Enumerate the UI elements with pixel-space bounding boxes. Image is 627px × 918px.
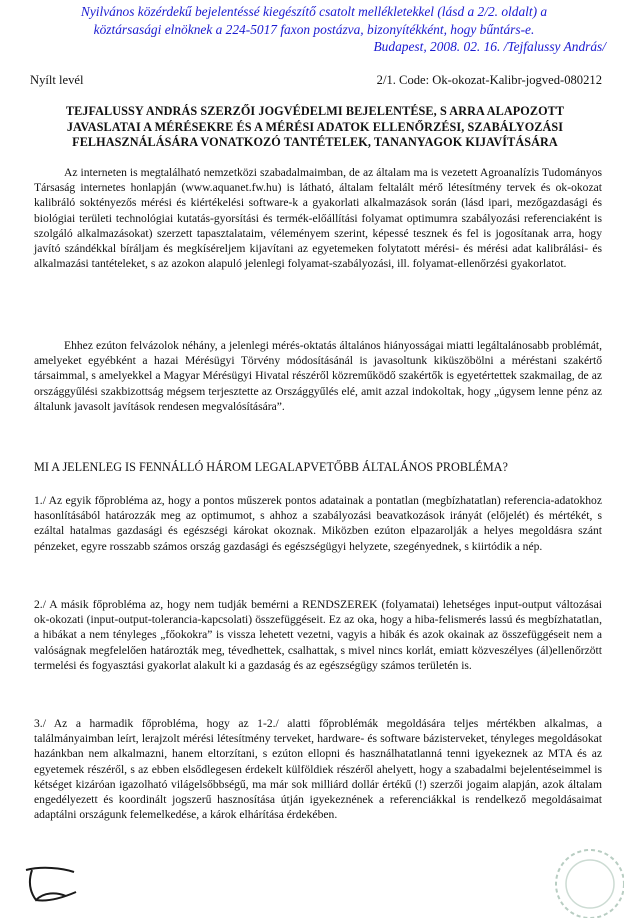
section-heading: MI A JELENLEG IS FENNÁLLÓ HÁROM LEGALAPVETŐBB ÁLTALÁNOS PROBLÉMA?: [34, 460, 508, 474]
letter-meta-row: [30, 73, 602, 91]
handwritten-signature: [22, 862, 82, 908]
paragraph-context-text: Ehhez ezúton felvázolok néhány, a jelenlegi mérés-oktatás általános hiányosságai miatti legáltalánosabb problémát, amelyeket egyébként a hazai Mérésügyi Törvény módosításánál is javasoltunk kiküszöbölni a méréstani szakértő társaimmal, s amelyekkel a Magyar Mérésügyi Hivatal részéről közreműködő szakértők is egyetértettek szakmailag, de az országgyűlési szakbizottság mégsem terjesztette az Országgyűlés elé, amit azzal indokoltak, hogy „úgysem lenne pénz az általunk javasolt javítások rendesen megvalósítására”.: [34, 339, 602, 413]
problem-2-paragraph: 2./ A másik főprobléma az, hogy nem tudják bemérni a RENDSZEREK (folyamatai) lehetséges input-output változásai ok-okozati (input-output-tolerancia-kapcsolati) összefüggéseit. Ez az oka, hogy a hiba-felismerés lassú és megbízhatatlan, a hibákat a nem tényleges „főokokra” is vissza lehetett vezetni, vagyis a hibák és azok okainak az összefüggéseit nem a valóságnak megfelelően határozták meg, tévedhettek, csalhattak, s mivel nincs korlát, emiatt közveszélyes (ál)ellenőrzött termelési és fogyasztási gyakorlat alakult ki a gazdaság és az egészségügy számos területén is.: [34, 598, 602, 672]
header-note-line-2: köztársasági elnöknek a 224-5017 faxon postázva, bizonyítékként, hogy bűntárs-e.: [93, 21, 535, 37]
paragraph-intro-text: Az interneten is megtalálható nemzetközi szabadalmaimban, de az általam ma is vezetett Agroanalízis Tudományos Társaság internetes honlapján (www.aquanet.fw.hu) is látható, általam feltalált mérő létesítmény tervek és ok-okozat kalibráló sokténye​zős mérési és kiértékelési software-k a gyakorlati alkalmazások során (lásd ipari, mezőgazdasági és biológiai területi technológiai kutatás-gyorsítási és termék-előállítási folyamat optimumra szabályozási referenciaként is szolgáló alkalmazásokat) szerzett tapasztalataim, véleményem szerint, képessé tesznek és fel is jogosítanak arra, hogy javító szándékkal bíráljam és megkíséreljem kijavítani az egyetemeken folytatott mérési- és mérési adat kalibrálási- és alkalmazási tantételeket, s az azokon alapuló jelenlegi folyamat-szabályozási, ill. folyamat-ellenőrzési gyakorlatot.: [34, 166, 602, 271]
fax-header-note: [14, 3, 614, 56]
open-letter-label: Nyílt levél: [30, 73, 84, 87]
title-line-1: TEJFALUSSY ANDRÁS SZERZŐI JOGVÉDELMI BEJELENTÉSE, S ARRA ALAPOZOTT: [65, 104, 565, 118]
faint-stamp-mark: [528, 822, 624, 918]
title-line-2: JAVASLATAI A MÉRÉSEKRE ÉS A MÉRÉSI ADATOK ELLENŐRZÉSI, SZABÁLYOZÁSI: [66, 119, 564, 134]
title-line-3: FELHASZNÁLÁSÁRA VONATKOZÓ TANTÉTELEK, TANANYAGOK KIJAVÍTÁSÁRA: [72, 135, 558, 149]
header-note-line-3: Budapest, 2008. 02. 16. /Tejfalussy András/: [373, 39, 606, 54]
paragraph-intro: [34, 165, 602, 271]
document-title: [20, 104, 610, 151]
problem-3-paragraph: 3./ Az a harmadik főprobléma, hogy az 1-2./ alatti főproblémák megoldására teljes mértékben alkalmas, a találmányaimban leírt, lerajzolt mérési létesítmény terveket, hardware- és software bázisterveket, tényleges megoldásokat hazánkban nem alkalmazni, hanem eltorzítani, s ezúton ellopni és használhatatlanná tenni igyekeznek az MTA és az egyetemek részéről, s az ebben elsődlegesen érdekelt külföldiek részéről ahelyett, hogy a szabadalmi bejelentéseimmel is kétséget kizáróan igazolható világelsőbbségű, ma már sok milliárd dollár értékű (!) szerzői jogaim alapján, azok általam engedélyezett és koordinált jogszerű hasznosítása útján igyekeznének a referenciákkal is rendelkező megoldásaimat adaptálni országunk felemelkedése, a károk elhárítása érdekében.: [34, 717, 602, 822]
document-code: 2/1. Code: Ok-okozat-Kalibr-jogved-080212: [376, 73, 602, 87]
problem-1-paragraph: 1./ Az egyik főprobléma az, hogy a pontos műszerek pontos adatainak a pontatlan (megbízhatatlan) referencia-adatokhoz hasonlításából határozzák meg az optimumot, s ahhoz a szabályozási beavatkozások irányát (előjelét) és mértékét, s ezáltal hatalmas gazdasági és egészségi károkat okoznak. Miközben ezúton elpazarolják a helyes megoldásra szánt pénzeket, egyre rosszabb számos ország gazdasági és egészségügyi helyzete, szegényednek, s kiirtódik a nép.: [34, 494, 602, 553]
header-note-line-1: Nyilvános közérdekű bejelentéssé kiegészítő csatolt mellékletekkel (lásd a 2/2. oldalt) a: [80, 4, 548, 19]
paragraph-context: [34, 338, 602, 414]
